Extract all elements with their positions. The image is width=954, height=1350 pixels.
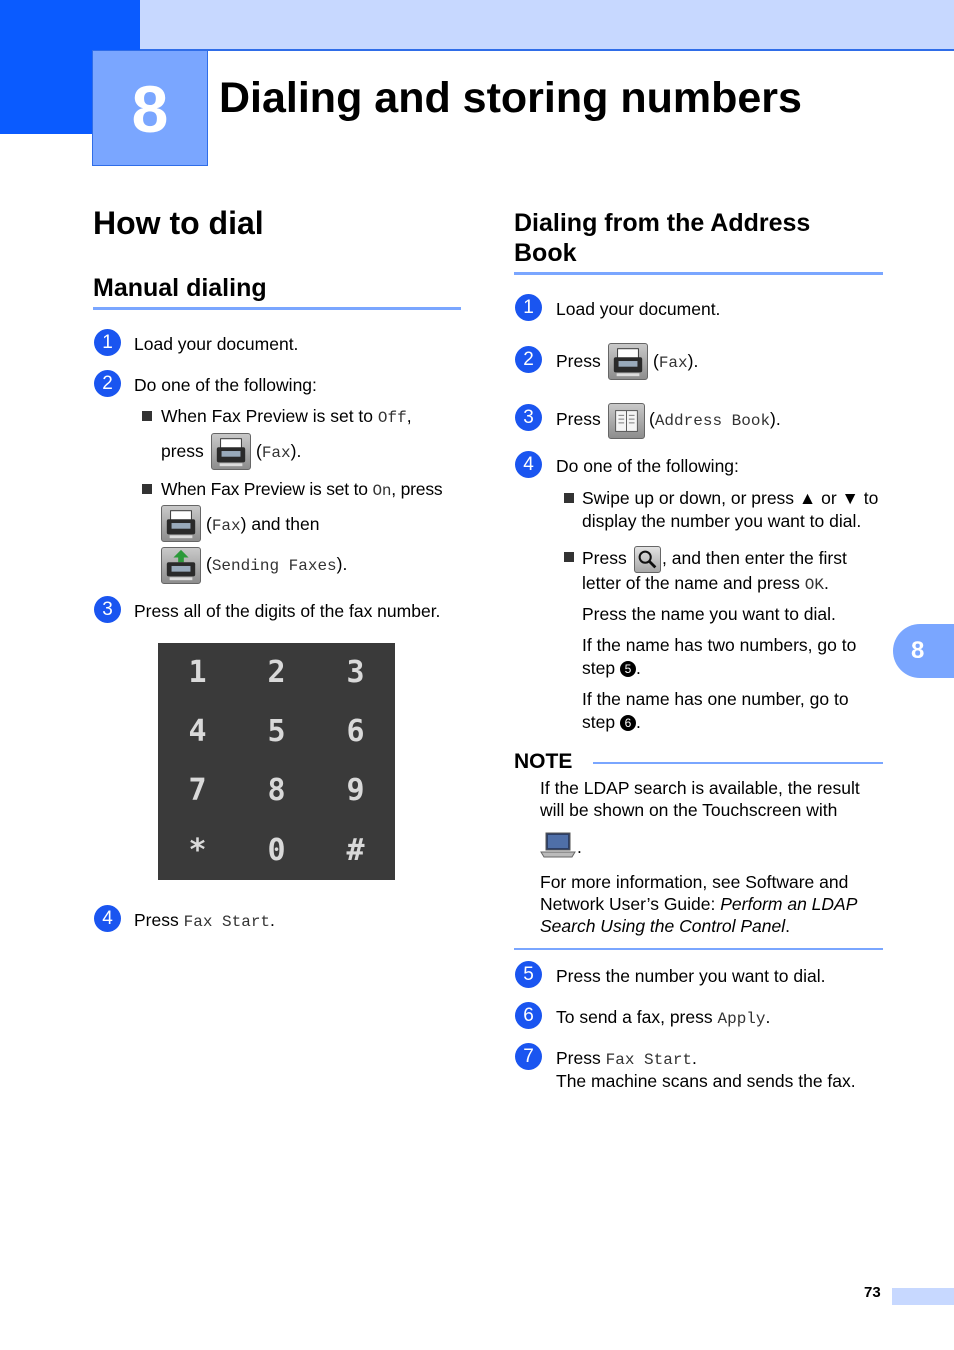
- step-text: Press: [556, 351, 601, 371]
- step-number-5: 5: [515, 961, 542, 988]
- note-text: .: [577, 837, 582, 857]
- bullet: [142, 411, 152, 421]
- step-number-1: 1: [515, 294, 542, 321]
- bullet-text: , and then enter the first: [662, 548, 847, 568]
- bullet-text: (Sending Faxes).: [206, 554, 348, 575]
- keypad-key-hash[interactable]: #: [346, 833, 365, 868]
- keypad-key-8[interactable]: 8: [267, 773, 286, 808]
- keypad-key-3[interactable]: 3: [346, 655, 365, 690]
- chapter-number: 8: [92, 50, 208, 166]
- subheading-manual-dialing: Manual dialing: [93, 274, 267, 302]
- step-text: Press Fax Start.: [134, 910, 275, 931]
- keypad-key-5[interactable]: 5: [267, 714, 286, 749]
- keypad-key-star[interactable]: *: [188, 833, 207, 868]
- bullet-text: Press the name you want to dial.: [582, 604, 836, 624]
- keypad-key-6[interactable]: 6: [346, 714, 365, 749]
- step-text: To send a fax, press Apply.: [556, 1007, 771, 1028]
- step-text: (Fax).: [653, 351, 699, 372]
- note-label: NOTE: [514, 750, 573, 773]
- section-rule: [93, 307, 461, 310]
- section-heading-how-to-dial: How to dial: [93, 205, 264, 241]
- step-number-4: 4: [94, 905, 121, 932]
- keypad-key-4[interactable]: 4: [188, 714, 207, 749]
- step-text: Press: [556, 409, 601, 429]
- page-footer-bar: [892, 1288, 954, 1305]
- bullet-text: Press: [582, 548, 627, 568]
- note-rule-bottom: [514, 948, 883, 950]
- dial-keypad: [158, 643, 395, 880]
- bullet: [564, 493, 574, 503]
- fax-icon[interactable]: [211, 433, 251, 470]
- bullet-text: Swipe up or down, or press ▲ or ▼ to: [582, 488, 879, 508]
- step-text: Press the number you want to dial.: [556, 966, 826, 986]
- sending-faxes-icon[interactable]: [161, 547, 201, 584]
- section-heading-address-book: Dialing from the Address Book: [514, 209, 811, 267]
- step-number-1: 1: [94, 329, 121, 356]
- bullet-text: (Fax) and then: [206, 514, 320, 535]
- note-text: will be shown on the Touchscreen with: [540, 800, 838, 820]
- step-text: Press Fax Start.: [556, 1048, 697, 1069]
- step-text: Load your document.: [134, 334, 299, 354]
- bullet-text: letter of the name and press OK.: [582, 573, 829, 594]
- keypad-key-1[interactable]: 1: [188, 655, 207, 690]
- section-rule: [514, 272, 883, 275]
- step-number-6: 6: [515, 1002, 542, 1029]
- note-text: For more information, see Software and: [540, 872, 849, 892]
- step-text: Do one of the following:: [134, 375, 317, 395]
- step-text: The machine scans and sends the fax.: [556, 1071, 856, 1091]
- chapter-title: Dialing and storing numbers: [219, 74, 802, 122]
- step-ref-5[interactable]: 5: [620, 661, 636, 677]
- step-number-3: 3: [94, 596, 121, 623]
- note-text: If the LDAP search is available, the result: [540, 778, 860, 798]
- ldap-laptop-icon: [540, 830, 576, 860]
- note-rule-top: [593, 762, 883, 764]
- bullet-text: display the number you want to dial.: [582, 511, 862, 531]
- step-number-2: 2: [515, 346, 542, 373]
- fax-icon[interactable]: [161, 505, 201, 542]
- address-book-icon[interactable]: [608, 403, 645, 439]
- keypad-key-2[interactable]: 2: [267, 655, 286, 690]
- bullet-text: When Fax Preview is set to Off,: [161, 406, 412, 427]
- page-number: 73: [864, 1284, 881, 1301]
- header-band: [140, 0, 954, 51]
- keypad-key-9[interactable]: 9: [346, 773, 365, 808]
- note-text: Network User’s Guide: Perform an LDAP: [540, 894, 858, 914]
- bullet: [142, 484, 152, 494]
- note-text: Search Using the Control Panel.: [540, 916, 791, 936]
- bullet-text: press: [161, 441, 204, 461]
- step-text: Do one of the following:: [556, 456, 739, 476]
- bullet-text: When Fax Preview is set to On, press: [161, 479, 443, 500]
- keypad-key-0[interactable]: 0: [267, 833, 286, 868]
- bullet-text: step 6 .: [582, 712, 641, 732]
- keypad-key-7[interactable]: 7: [188, 773, 207, 808]
- step-text: Load your document.: [556, 299, 721, 319]
- bullet-text: step 5 .: [582, 658, 641, 678]
- fax-icon[interactable]: [608, 343, 648, 380]
- step-number-2: 2: [94, 370, 121, 397]
- step-number-4: 4: [515, 451, 542, 478]
- bullet-text: If the name has two numbers, go to: [582, 635, 857, 655]
- step-text: Press all of the digits of the fax number.: [134, 601, 441, 621]
- step-number-3: 3: [515, 404, 542, 431]
- bullet-text: (Fax).: [256, 441, 302, 462]
- step-number-7: 7: [515, 1043, 542, 1070]
- bullet-text: If the name has one number, go to: [582, 689, 849, 709]
- bullet: [564, 552, 574, 562]
- step-text: (Address Book).: [649, 409, 781, 430]
- step-ref-6[interactable]: 6: [620, 715, 636, 731]
- search-icon[interactable]: [634, 546, 661, 573]
- chapter-side-tab[interactable]: 8: [893, 624, 954, 678]
